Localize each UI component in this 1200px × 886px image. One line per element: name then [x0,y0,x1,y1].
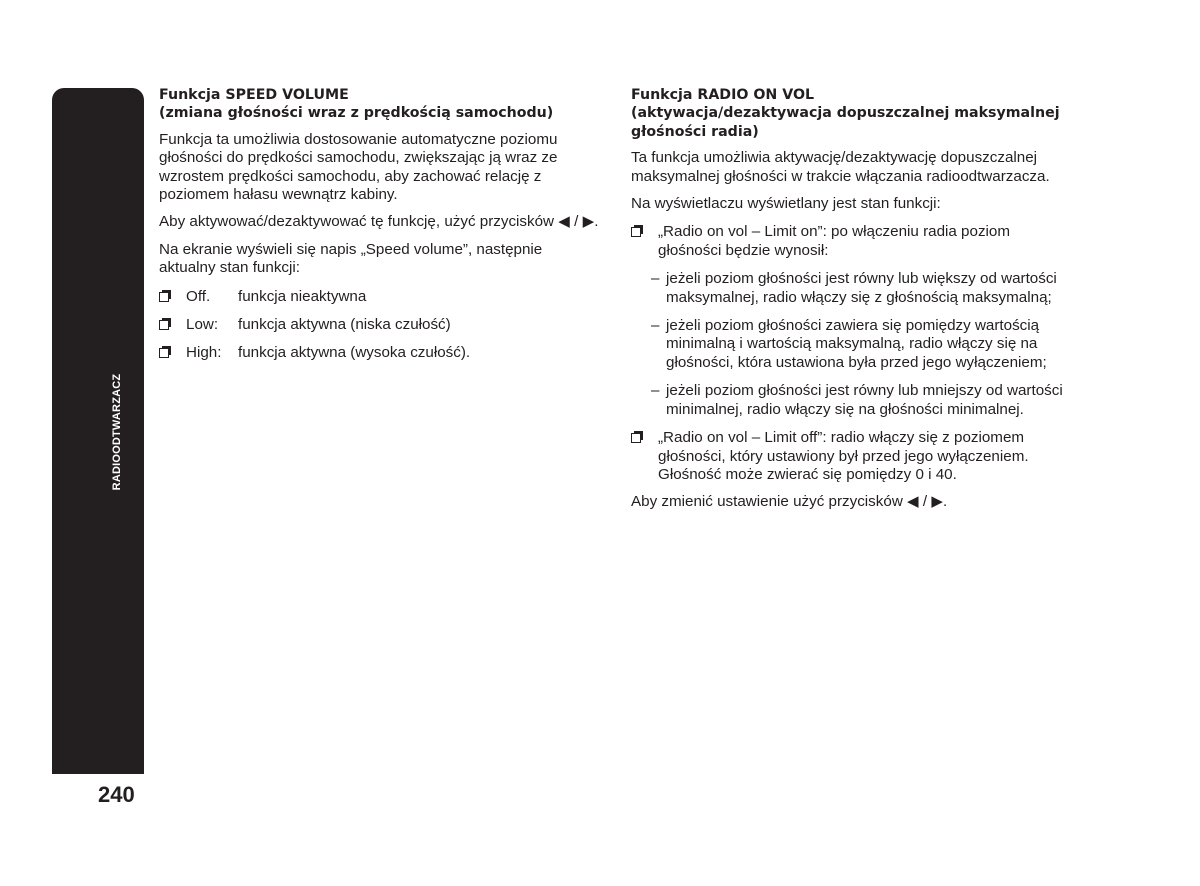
radio-on-vol-heading [631,86,1071,141]
heading-subtitle: (zmiana głośności wraz z prędkością samochodu) [159,105,554,122]
dash-symbol: – [651,317,660,335]
dash-item-text: jeżeli poziom głośności zawiera się pomiędzy wartością minimalną i wartością maksymalną, radio włączy się na głośności, która ustawiona była przed jego wyłączeniem; [666,317,1047,371]
list-item [159,288,599,306]
checkbox-bullet-icon [631,227,641,237]
paragraph: Na wyświetlaczu wyświetlany jest stan funkcji: [631,195,941,213]
heading-subtitle-cont: głośności radia) [631,123,759,140]
list-item-desc: funkcja aktywna (wysoka czułość). [238,344,471,362]
checkbox-bullet-icon [159,292,169,302]
list-item-text: „Radio on vol – Limit off”: radio włączy się z poziomem głośności, który ustawiony był przed jego wyłączeniem. Głośność może zwierać się pomiędzy 0 i 40. [658,429,1029,483]
section-label: RADIOODTWARZACZ [111,373,123,491]
heading-title: Funkcja RADIO ON VOL [631,87,815,103]
dash-symbol: – [651,270,660,288]
list-item-term: Off. [186,287,211,305]
dash-item [651,270,1071,307]
paragraph: Aby aktywować/dezaktywować tę funkcję, użyć przycisków ◀ / ▶. [159,213,599,231]
dash-item [651,382,1071,419]
list-item [631,223,1071,260]
dash-symbol: – [651,382,660,400]
list-item [631,429,1071,484]
checkbox-bullet-icon [159,320,169,330]
paragraph: Funkcja ta umożliwia dostosowanie automatyczne poziomu głośności do prędkości samochodu, zwiększając ją wraz ze wzrostem prędkości samochodu, aby zachować relację z poziomem hałasu wewnątrz kabiny. [159,130,558,204]
dash-item [651,317,1071,372]
page-number: 240 [98,782,135,807]
paragraph: Ta funkcja umożliwia aktywację/dezaktywację dopuszczalnej maksymalnej głośności w trakcie włączania radioodtwarzacza. [631,149,1050,185]
list-item-text: „Radio on vol – Limit on”: po włączeniu radia poziom głośności będzie wynosił: [658,223,1011,259]
section-side-tab [52,88,144,774]
paragraph: Aby zmienić ustawienie użyć przycisków ◀ / ▶. [631,493,948,511]
list-item [159,344,599,362]
dash-item-text: jeżeli poziom głośności jest równy lub większy od wartości maksymalnej, radio włączy się z głośnością maksymalną; [666,270,1057,306]
list-item-desc: funkcja nieaktywna [238,287,367,305]
right-column [631,86,1071,512]
heading-subtitle: (aktywacja/dezaktywacja dopuszczalnej maksymalnej [631,105,1060,122]
list-item [159,316,599,334]
heading-title: Funkcja SPEED VOLUME [159,87,349,103]
speed-volume-heading [159,86,599,123]
list-item-term: High: [186,344,222,362]
dash-item-text: jeżeli poziom głośności jest równy lub mniejszy od wartości minimalnej, radio włączy się na głośności minimalnej. [666,382,1063,418]
list-item-desc: funkcja aktywna (niska czułość) [238,316,451,334]
list-item-term: Low: [186,316,219,334]
paragraph: Na ekranie wyświeli się napis „Speed volume”, następnie aktualny stan funkcji: [159,240,543,277]
left-column [159,86,599,363]
checkbox-bullet-icon [631,433,641,443]
checkbox-bullet-icon [159,348,169,358]
